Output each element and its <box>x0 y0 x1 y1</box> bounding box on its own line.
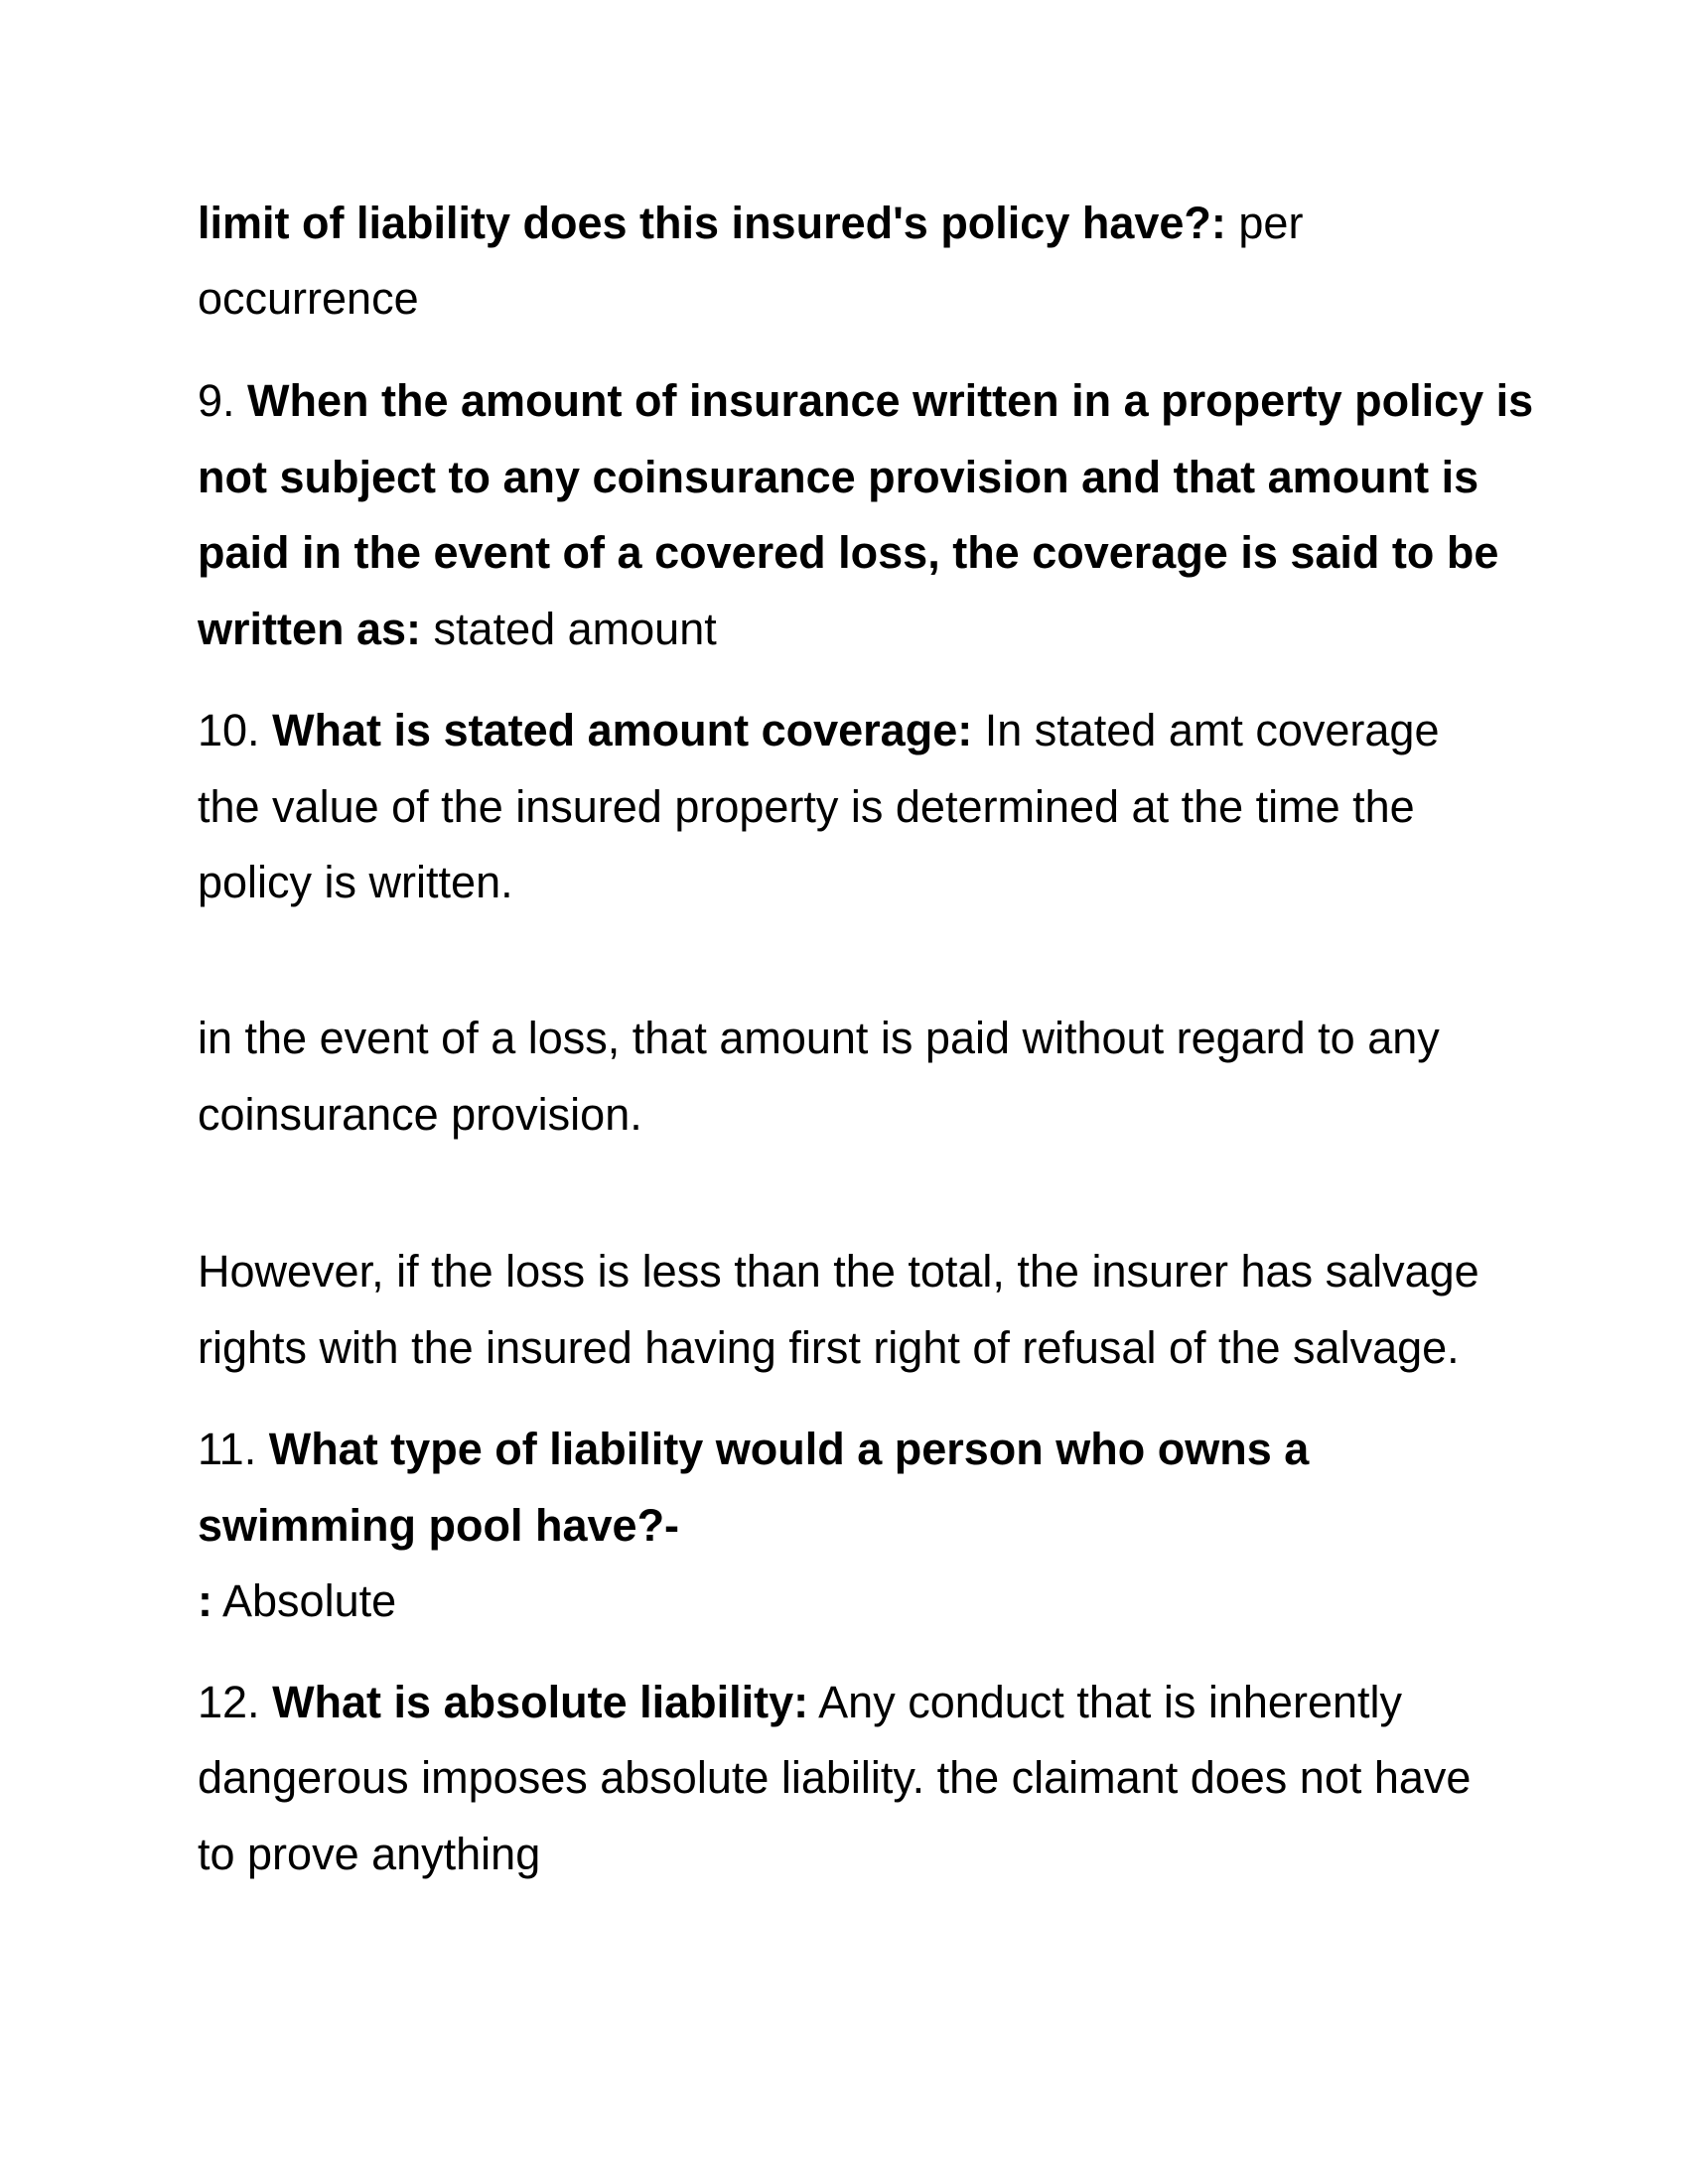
item-number: 11. <box>198 1424 269 1474</box>
item-number: 12. <box>198 1677 273 1727</box>
question-text: What is absolute liability: <box>272 1677 809 1727</box>
answer-text: Any conduct that is inherently <box>808 1677 1402 1727</box>
item-9-line-2 <box>198 439 1478 515</box>
item-9-line-1 <box>198 362 1533 439</box>
item-10-line-3 <box>198 844 513 920</box>
answer-text: rights with the insured having first right of refusal of the salvage. <box>198 1322 1460 1373</box>
answer-text: dangerous imposes absolute liability. the claimant does not have <box>198 1752 1472 1803</box>
item-10-para-3-line-1 <box>198 1233 1479 1309</box>
answer-text: to prove anything <box>198 1829 541 1879</box>
item-10-line-1 <box>198 692 1439 768</box>
item-8-line-1 <box>198 185 1303 261</box>
item-11-line-3 <box>198 1563 396 1639</box>
item-11-line-2 <box>198 1487 679 1564</box>
answer-text: Absolute <box>212 1575 397 1626</box>
item-12-line-3 <box>198 1816 540 1892</box>
answer-text: However, if the loss is less than the total, the insurer has salvage <box>198 1246 1479 1297</box>
question-text: not subject to any coinsurance provision and that amount is <box>198 452 1479 502</box>
answer-text: per <box>1225 198 1304 248</box>
item-12-line-1 <box>198 1664 1402 1740</box>
item-12-line-2 <box>198 1739 1471 1816</box>
question-text: What type of liability would a person who owns a <box>268 1424 1310 1474</box>
item-number: 10. <box>198 705 273 755</box>
item-10-line-2 <box>198 768 1415 845</box>
answer-text: occurrence <box>198 273 419 324</box>
item-11-line-1 <box>198 1411 1309 1487</box>
question-text: What is stated amount coverage: <box>272 705 973 755</box>
question-text: limit of liability does this insured's policy have?: <box>198 198 1226 248</box>
question-text: : <box>198 1575 212 1626</box>
question-text: When the amount of insurance written in a property policy is <box>247 375 1534 426</box>
answer-text: in the event of a loss, that amount is paid without regard to any <box>198 1013 1440 1063</box>
answer-text: stated amount <box>421 604 717 654</box>
item-8-line-2 <box>198 260 419 337</box>
question-text: paid in the event of a covered loss, the coverage is said to be <box>198 527 1499 578</box>
item-10-para-2-line-2 <box>198 1076 642 1153</box>
item-9-line-4 <box>198 591 717 667</box>
item-number: 9. <box>198 375 248 426</box>
item-9-line-3 <box>198 514 1498 591</box>
question-text: swimming pool have?- <box>198 1500 680 1551</box>
answer-text: In stated amt coverage <box>972 705 1440 755</box>
answer-text: policy is written. <box>198 857 513 907</box>
item-10-para-3-line-2 <box>198 1309 1460 1386</box>
item-10-para-2-line-1 <box>198 1000 1440 1076</box>
answer-text: coinsurance provision. <box>198 1089 642 1140</box>
answer-text: the value of the insured property is determined at the time the <box>198 781 1415 832</box>
question-text: written as: <box>198 604 422 654</box>
